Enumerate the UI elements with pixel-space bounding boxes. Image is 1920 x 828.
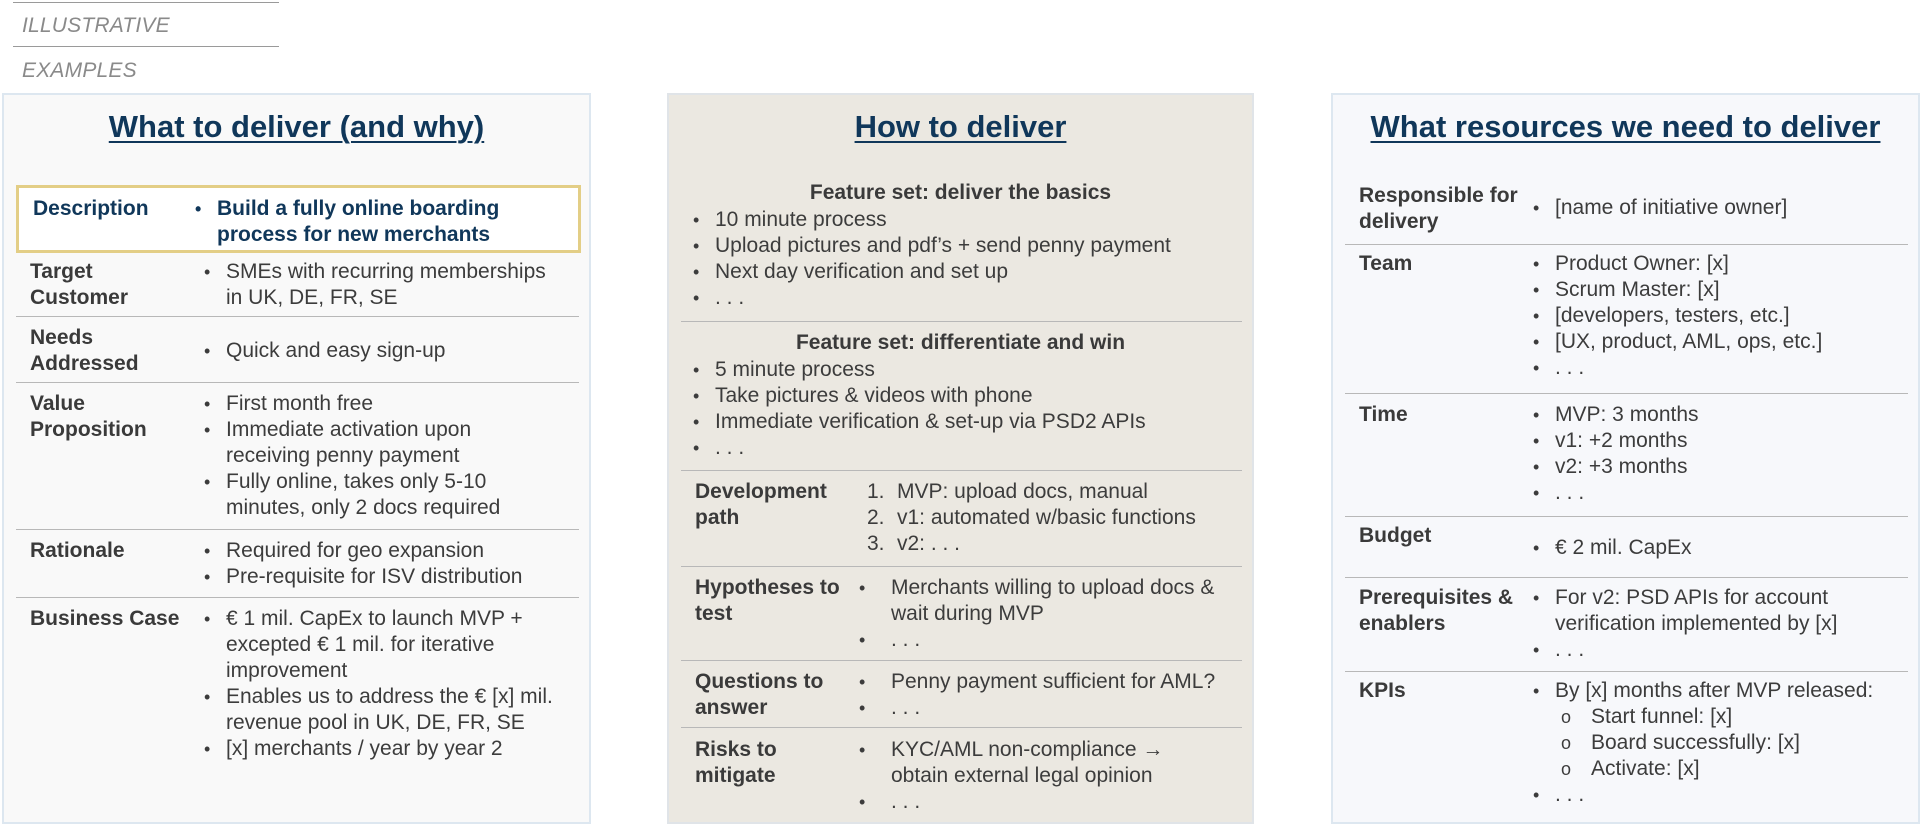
list-item: 1. MVP: upload docs, manual xyxy=(867,480,1148,503)
row-label: Description xyxy=(33,197,149,220)
list-item: • € 2 mil. CapEx xyxy=(1531,535,1906,561)
feature-set-list xyxy=(691,207,1242,311)
list-item: • Merchants willing to upload docs & wait during MVP xyxy=(857,575,1224,627)
list-item: • Pre-requisite for ISV distribution xyxy=(202,564,577,590)
feature-set-heading: Feature set: deliver the basics xyxy=(809,181,1112,204)
divider xyxy=(681,470,1242,471)
list-item: • By [x] months after MVP released: xyxy=(1531,678,1906,704)
list-item: • . . . xyxy=(857,627,1224,653)
row-label: Rationale xyxy=(30,539,125,562)
list-item: • . . . xyxy=(857,695,1240,721)
list-item: • Product Owner: [x] xyxy=(1531,251,1906,277)
list-item: • Quick and easy sign-up xyxy=(202,338,577,364)
what-to-deliver-panel xyxy=(2,93,591,824)
divider xyxy=(681,727,1242,728)
row-label: Target Customer xyxy=(30,260,129,309)
list-item: • For v2: PSD APIs for account verification implemented by [x] xyxy=(1531,585,1900,637)
list-item: • KYC/AML non-compliance → obtain external legal opinion xyxy=(857,737,1224,789)
row-label: Value Proposition xyxy=(30,392,147,441)
row-label: Questions to answer xyxy=(695,670,824,719)
list-item: • Immediate activation upon receiving penny payment xyxy=(202,417,541,469)
list-item: • [UX, product, AML, ops, etc.] xyxy=(1531,329,1906,355)
row-label: Development path xyxy=(695,480,827,529)
panel-title: How to deliver xyxy=(854,109,1067,144)
list-item: • MVP: 3 months xyxy=(1531,402,1906,428)
divider xyxy=(1345,244,1908,245)
feature-set-heading: Feature set: differentiate and win xyxy=(795,331,1126,354)
divider xyxy=(681,566,1242,567)
divider xyxy=(16,382,579,383)
list-item: • Take pictures & videos with phone xyxy=(691,383,1242,409)
list-item: • SMEs with recurring memberships in UK, DE, FR, SE xyxy=(202,259,567,311)
list-item: • Next day verification and set up xyxy=(691,259,1242,285)
sub-list-item: o Activate: [x] xyxy=(1531,756,1906,782)
sub-list-item: o Board successfully: [x] xyxy=(1531,730,1906,756)
sub-list-item: o Start funnel: [x] xyxy=(1531,704,1906,730)
row-label: Budget xyxy=(1359,524,1432,547)
list-item: • Required for geo expansion xyxy=(202,538,577,564)
panel-title: What resources we need to deliver xyxy=(1370,109,1881,144)
list-item: • [name of initiative owner] xyxy=(1531,195,1906,221)
how-to-deliver-panel xyxy=(667,93,1254,824)
list-item: • 10 minute process xyxy=(691,207,1242,233)
row-label: Team xyxy=(1359,252,1413,275)
illustrative-examples-tag: ILLUSTRATIVE EXAMPLES xyxy=(13,2,279,47)
list-item: • v1: +2 months xyxy=(1531,428,1906,454)
list-item: • Penny payment sufficient for AML? xyxy=(857,669,1240,695)
list-item: • 5 minute process xyxy=(691,357,1242,383)
row-label: Hypotheses to test xyxy=(695,576,840,625)
divider xyxy=(1345,393,1908,394)
row-label: Time xyxy=(1359,403,1408,426)
list-item: • . . . xyxy=(1531,782,1906,808)
divider xyxy=(681,321,1242,322)
list-item: • . . . xyxy=(691,435,1242,461)
list-item: • . . . xyxy=(1531,480,1906,506)
divider xyxy=(16,597,579,598)
divider xyxy=(16,316,579,317)
list-item: • v2: +3 months xyxy=(1531,454,1906,480)
list-item: • Enables us to address the € [x] mil. revenue pool in UK, DE, FR, SE xyxy=(202,684,569,736)
row-label: KPIs xyxy=(1359,679,1406,702)
divider xyxy=(1345,671,1908,672)
divider xyxy=(1345,516,1908,517)
divider xyxy=(1345,577,1908,578)
list-item: 2. v1: automated w/basic functions xyxy=(867,506,1196,529)
list-item: • Immediate verification & set-up via PSD2 APIs xyxy=(691,409,1242,435)
description-row xyxy=(16,185,581,253)
list-item: • . . . xyxy=(691,285,1242,311)
feature-set-list xyxy=(691,357,1242,461)
panel-title: What to deliver (and why) xyxy=(108,109,485,144)
list-item: • . . . xyxy=(1531,355,1906,381)
divider xyxy=(16,529,579,530)
list-item: • . . . xyxy=(1531,637,1900,663)
divider xyxy=(681,660,1242,661)
row-label: Risks to mitigate xyxy=(695,738,777,787)
row-label: Prerequisites & enablers xyxy=(1359,586,1514,635)
list-item: • Upload pictures and pdf’s + send penny payment xyxy=(691,233,1242,259)
row-label: Needs Addressed xyxy=(30,326,139,375)
list-item: • First month free xyxy=(202,391,541,417)
list-item: • [developers, testers, etc.] xyxy=(1531,303,1906,329)
row-label: Business Case xyxy=(30,607,180,630)
row-label: Responsible for delivery xyxy=(1359,184,1518,233)
list-item: • Fully online, takes only 5-10 minutes, only 2 docs required xyxy=(202,469,541,521)
resources-panel xyxy=(1331,93,1920,824)
list-item: • Scrum Master: [x] xyxy=(1531,277,1906,303)
list-item: • [x] merchants / year by year 2 xyxy=(202,736,569,762)
list-item: • . . . xyxy=(857,789,1224,815)
list-item: • Build a fully online boarding process for new merchants xyxy=(193,196,548,248)
list-item: 3. v2: . . . xyxy=(867,532,961,555)
list-item: • € 1 mil. CapEx to launch MVP + excepted € 1 mil. for iterative improvement xyxy=(202,606,569,684)
